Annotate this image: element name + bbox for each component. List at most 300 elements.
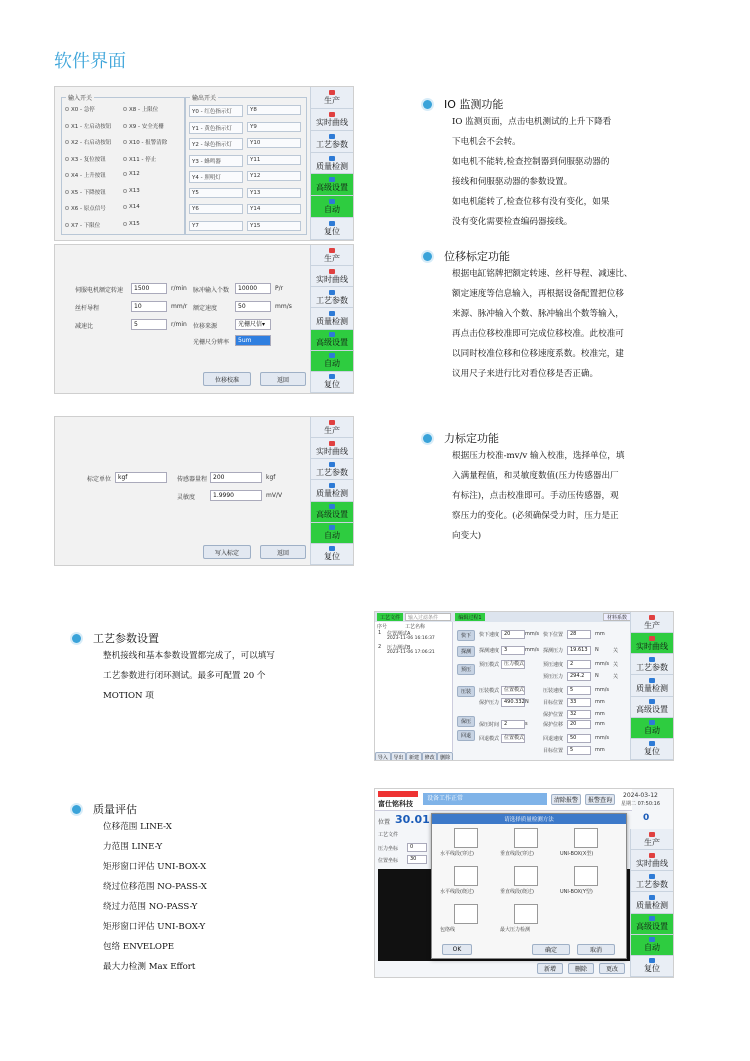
btn-label: 清除报警 bbox=[553, 797, 578, 804]
tab-process-file[interactable] bbox=[377, 613, 403, 621]
status-dot-icon bbox=[65, 107, 69, 111]
param-label: mm/s bbox=[595, 687, 610, 693]
menu-item-icon bbox=[649, 832, 655, 837]
io-switch-label: Y10 bbox=[250, 140, 261, 146]
side-menu bbox=[310, 417, 353, 565]
side-menu-item[interactable] bbox=[311, 502, 353, 523]
io-switch-label: Y11 bbox=[250, 156, 261, 163]
btn-label: 快下 bbox=[460, 633, 471, 639]
side-menu-label: 生产 bbox=[644, 837, 660, 847]
sensitivity-input[interactable]: 1.9990 bbox=[210, 490, 262, 501]
menu-item-icon bbox=[649, 874, 655, 879]
step-button[interactable] bbox=[457, 630, 475, 641]
side-menu-item[interactable] bbox=[311, 330, 353, 351]
param-label: mm bbox=[595, 699, 605, 705]
list-footer-button[interactable] bbox=[391, 752, 407, 761]
toggle-off-label[interactable]: 关 bbox=[613, 648, 619, 654]
method-diagram-icon[interactable] bbox=[454, 904, 478, 924]
text-line: MOTION 项 bbox=[103, 691, 154, 701]
edit-button[interactable] bbox=[599, 963, 625, 974]
menu-item-icon bbox=[329, 199, 335, 204]
param-input[interactable]: 20 bbox=[567, 720, 591, 729]
io-switch-label: Y6 bbox=[192, 206, 199, 212]
param-label: mm bbox=[595, 631, 605, 637]
position-value: 30.01 bbox=[395, 813, 430, 826]
side-menu-label: 生产 bbox=[324, 253, 340, 263]
io-switch bbox=[65, 221, 100, 229]
time-text: 星期二 07:50:16 bbox=[621, 801, 661, 807]
rated-speed-unit: r/min bbox=[171, 285, 187, 292]
param-label: 保压时间 bbox=[479, 722, 500, 728]
param-input[interactable]: 490.332 bbox=[501, 698, 525, 707]
io-switch bbox=[123, 105, 158, 113]
io-switch-label: X13 bbox=[129, 187, 140, 194]
tab-label: 编辑过程1 bbox=[458, 614, 482, 621]
param-label: 回退速度 bbox=[543, 736, 564, 742]
menu-item-icon bbox=[329, 221, 335, 226]
rated-velocity-unit: mm/s bbox=[275, 303, 292, 310]
side-menu-item[interactable] bbox=[311, 417, 353, 438]
io-switch-label: X2 - 右启动按钮 bbox=[71, 140, 112, 146]
side-menu-item[interactable] bbox=[311, 459, 353, 480]
side-menu-label: 实时曲线 bbox=[316, 446, 348, 456]
param-label: 保护压力 bbox=[479, 700, 500, 706]
side-menu-label: 生产 bbox=[324, 95, 340, 105]
menu-item-icon bbox=[649, 958, 655, 963]
side-menu-label: 实时曲线 bbox=[636, 641, 668, 651]
io-switch bbox=[65, 138, 111, 146]
back-button[interactable] bbox=[260, 372, 306, 386]
method-option-label: 包络线 bbox=[440, 927, 456, 933]
text-line: 整机接线和基本参数设置都完成了，可以填写 bbox=[103, 651, 275, 661]
btn-label: 取消 bbox=[589, 947, 602, 954]
side-menu-item[interactable] bbox=[311, 131, 353, 153]
param-input[interactable]: 位置模式 bbox=[501, 686, 525, 695]
delete-button[interactable] bbox=[568, 963, 594, 974]
param-label: mm bbox=[595, 747, 605, 753]
back-button[interactable] bbox=[260, 545, 306, 559]
list-footer-button[interactable] bbox=[375, 752, 391, 761]
param-input[interactable]: 5 bbox=[567, 746, 591, 755]
text-line: 包络 ENVELOPE bbox=[103, 942, 174, 952]
pos-coord-input[interactable]: 30 bbox=[407, 855, 427, 864]
ok-button[interactable] bbox=[442, 944, 472, 955]
io-switch bbox=[123, 221, 140, 227]
confirm-button[interactable] bbox=[532, 944, 570, 955]
io-switch-label: X7 - 下限位 bbox=[71, 222, 101, 229]
param-input[interactable]: 压力模式 bbox=[501, 660, 525, 669]
tab-label: 工艺文件 bbox=[379, 614, 400, 621]
io-switch bbox=[247, 188, 301, 198]
list-item-date: 2023-11-06 16:16:37 bbox=[387, 636, 435, 641]
io-switch-label: Y9 bbox=[250, 123, 257, 130]
io-section-heading bbox=[423, 96, 503, 112]
text-line: 以同时校准位移和位移速度系数。校准完，建 bbox=[452, 349, 624, 359]
reduction-input[interactable]: 5 bbox=[131, 319, 167, 330]
rated-velocity-label: 额定速度 bbox=[193, 305, 218, 312]
write-calib-button[interactable] bbox=[203, 545, 251, 559]
param-label: mm/s bbox=[525, 647, 540, 653]
menu-item-icon bbox=[329, 525, 335, 530]
zero-value: 0 bbox=[643, 813, 650, 823]
btn-label: 导入 bbox=[377, 754, 388, 761]
io-switch-label: X5 - 下降按钮 bbox=[71, 189, 106, 196]
side-menu-item[interactable] bbox=[631, 956, 673, 977]
side-menu-item[interactable] bbox=[631, 829, 673, 850]
side-menu-label: 质量检测 bbox=[316, 488, 348, 498]
param-input[interactable]: 2 bbox=[567, 660, 591, 669]
side-menu-item[interactable] bbox=[311, 153, 353, 175]
side-menu-item[interactable] bbox=[631, 675, 673, 696]
step-button[interactable] bbox=[457, 730, 475, 741]
menu-item-icon bbox=[329, 374, 335, 379]
side-menu-item[interactable] bbox=[631, 633, 673, 654]
process-params-screenshot bbox=[374, 611, 674, 761]
step-button[interactable] bbox=[457, 686, 475, 697]
side-menu-label: 高级设置 bbox=[636, 705, 668, 715]
method-option-label: 最大压力检测 bbox=[500, 927, 531, 933]
text-line: 接线和伺服驱动器的参数设置。 bbox=[452, 177, 573, 187]
text-line: 绕过位移范围 NO-PASS-X bbox=[103, 882, 207, 892]
list-footer-button[interactable] bbox=[406, 752, 422, 761]
rated-velocity-input[interactable]: 50 bbox=[235, 301, 271, 312]
side-menu-item[interactable] bbox=[311, 245, 353, 266]
side-menu-item[interactable] bbox=[311, 372, 353, 393]
io-switch-label: X8 - 上限位 bbox=[129, 107, 159, 113]
step-button[interactable] bbox=[457, 664, 475, 675]
btn-label: 导出 bbox=[393, 754, 404, 761]
grating-res-select[interactable]: 5um bbox=[235, 335, 271, 346]
side-menu-item[interactable] bbox=[311, 308, 353, 329]
side-menu-item[interactable] bbox=[311, 480, 353, 501]
add-button[interactable] bbox=[537, 963, 563, 974]
io-switch bbox=[189, 204, 243, 214]
io-switch bbox=[65, 122, 111, 130]
btn-label: 新建 bbox=[408, 754, 419, 761]
side-menu-item[interactable] bbox=[311, 218, 353, 240]
menu-item-icon bbox=[329, 504, 335, 509]
sensor-range-label: 传感器量程 bbox=[177, 476, 208, 483]
side-menu-item[interactable] bbox=[311, 523, 353, 544]
method-diagram-icon[interactable] bbox=[514, 904, 538, 924]
list-item-name[interactable]: 压力测试B bbox=[387, 645, 411, 651]
param-input[interactable]: 2 bbox=[501, 720, 525, 729]
menu-item-icon bbox=[649, 916, 655, 921]
param-label: 保护位移 bbox=[543, 722, 564, 728]
reduction-label: 减速比 bbox=[75, 323, 94, 330]
io-switch-label: X15 bbox=[129, 220, 140, 227]
method-diagram-icon[interactable] bbox=[514, 828, 538, 848]
reduction-unit: r/min bbox=[171, 321, 187, 328]
disp-section-text bbox=[452, 264, 632, 384]
io-switch-label: Y13 bbox=[250, 189, 261, 196]
step-button[interactable] bbox=[457, 716, 475, 727]
status-dot-icon bbox=[65, 206, 69, 210]
param-label: N bbox=[525, 699, 529, 705]
status-dot-icon bbox=[123, 222, 127, 226]
menu-item-icon bbox=[329, 112, 335, 117]
io-switch-label: Y3 - 蜂鸣器 bbox=[192, 158, 221, 165]
method-diagram-icon[interactable] bbox=[574, 866, 598, 886]
text-line: 没有变化需要检查编码器接线。 bbox=[452, 217, 573, 227]
disp-source-label: 位移来源 bbox=[193, 323, 218, 330]
io-switch-label: X4 - 上升按钮 bbox=[71, 173, 106, 179]
io-switch bbox=[65, 188, 106, 196]
status-dot-icon bbox=[123, 157, 127, 161]
side-menu-label: 质量检测 bbox=[316, 161, 348, 171]
side-menu-item[interactable] bbox=[631, 871, 673, 892]
param-input[interactable]: 33 bbox=[567, 698, 591, 707]
side-menu-item[interactable] bbox=[311, 196, 353, 218]
param-input[interactable]: 5 bbox=[567, 686, 591, 695]
qual-section-text bbox=[103, 817, 207, 977]
proc-section-title: 工艺参数设置 bbox=[93, 632, 159, 645]
text-line: 察压力的变化。(必须确保受力时，压力是正 bbox=[452, 511, 619, 521]
side-menu-item[interactable] bbox=[631, 697, 673, 718]
method-diagram-icon[interactable] bbox=[454, 866, 478, 886]
status-dot-icon bbox=[123, 107, 127, 111]
param-input[interactable]: 32 bbox=[567, 710, 591, 719]
calib-unit-select[interactable]: kgf bbox=[115, 472, 167, 483]
btn-label: 探测 bbox=[460, 649, 471, 655]
side-menu-label: 自动 bbox=[324, 205, 340, 215]
io-switch-label: X6 - 原点信号 bbox=[71, 206, 106, 212]
text-line: 额定速度等信息输入，再根据设备配置把位移 bbox=[452, 289, 624, 299]
io-switch bbox=[247, 138, 301, 148]
side-menu bbox=[630, 829, 673, 977]
text-line: 再点击位移校准即可完成位移校准。此校准可 bbox=[452, 329, 624, 339]
toggle-off-label[interactable]: 关 bbox=[613, 674, 619, 680]
text-line: 如电机不能转,检查控制器到伺服驱动器的 bbox=[452, 157, 610, 167]
io-switch bbox=[65, 105, 95, 113]
material-coef-button[interactable] bbox=[603, 613, 631, 621]
param-input[interactable]: 20 bbox=[501, 630, 525, 639]
calib-button-label: 位移校准 bbox=[214, 376, 239, 384]
side-menu-label: 工艺参数 bbox=[316, 295, 348, 305]
param-label: 目标位置 bbox=[543, 748, 564, 754]
menu-item-icon bbox=[329, 353, 335, 358]
method-option-label: 水平线段(穿过) bbox=[440, 851, 474, 857]
side-menu-item[interactable] bbox=[311, 109, 353, 131]
side-menu-item[interactable] bbox=[631, 892, 673, 913]
io-switch-label: X10 - 报警清除 bbox=[129, 140, 168, 146]
param-input[interactable]: 19.613 bbox=[567, 646, 591, 655]
side-menu-item[interactable] bbox=[311, 438, 353, 459]
side-menu-item[interactable] bbox=[631, 718, 673, 739]
proc-section-text bbox=[103, 646, 275, 706]
page-title: 软件界面 bbox=[54, 51, 126, 72]
dialog-title: 请选择质量检测方法 bbox=[432, 814, 626, 824]
io-switch-label: Y1 - 黄色指示灯 bbox=[192, 125, 232, 132]
side-menu-item[interactable] bbox=[631, 654, 673, 675]
menu-item-icon bbox=[329, 90, 335, 95]
io-switch bbox=[123, 138, 167, 146]
force-section-heading bbox=[423, 430, 499, 446]
io-switch-label: Y5 bbox=[192, 189, 199, 196]
side-menu-label: 生产 bbox=[324, 425, 340, 435]
proc-section-heading bbox=[72, 630, 159, 646]
side-menu-label: 工艺参数 bbox=[636, 662, 668, 672]
list-item-name[interactable]: 位置测试A bbox=[387, 631, 411, 637]
param-input[interactable]: 50 bbox=[567, 734, 591, 743]
text-line: 工艺参数进行闭环测试。最多可配置 20 个 bbox=[103, 671, 266, 681]
force-section-text bbox=[452, 446, 624, 546]
side-menu-label: 质量检测 bbox=[636, 900, 668, 910]
step-button[interactable] bbox=[457, 646, 475, 657]
btn-label: 新增 bbox=[543, 966, 556, 973]
sensitivity-unit: mV/V bbox=[266, 492, 283, 499]
back-button-label: 返回 bbox=[276, 376, 289, 384]
alarm-query-button[interactable] bbox=[585, 794, 615, 805]
io-monitor-screenshot bbox=[54, 86, 354, 241]
list-footer-button[interactable] bbox=[437, 752, 453, 761]
rated-speed-input[interactable]: 1500 bbox=[131, 283, 167, 294]
write-calib-label: 写入标定 bbox=[214, 549, 239, 557]
io-switch-label: Y4 - 照明灯 bbox=[192, 175, 221, 181]
menu-item-icon bbox=[649, 895, 655, 900]
list-footer-button[interactable] bbox=[422, 752, 438, 761]
method-diagram-icon[interactable] bbox=[454, 828, 478, 848]
io-section-title: IO 监测功能 bbox=[444, 98, 504, 111]
io-switch bbox=[123, 188, 140, 194]
menu-item-icon bbox=[329, 483, 335, 488]
status-dot-icon bbox=[123, 140, 127, 144]
side-menu-item[interactable] bbox=[311, 287, 353, 308]
io-switch bbox=[189, 138, 243, 150]
side-menu-item[interactable] bbox=[311, 174, 353, 196]
clear-alarm-button[interactable] bbox=[551, 794, 581, 805]
screw-lead-input[interactable]: 10 bbox=[131, 301, 167, 312]
io-switch-label: X9 - 安全光栅 bbox=[129, 123, 164, 130]
menu-item-icon bbox=[649, 699, 655, 704]
displacement-calib-button[interactable] bbox=[203, 372, 251, 386]
menu-item-icon bbox=[329, 290, 335, 295]
status-dot-icon bbox=[65, 173, 69, 177]
method-diagram-icon[interactable] bbox=[514, 866, 538, 886]
menu-item-icon bbox=[329, 156, 335, 161]
menu-item-icon bbox=[329, 441, 335, 446]
status-dot-icon bbox=[65, 190, 69, 194]
io-switch-label: X11 - 停止 bbox=[129, 156, 157, 163]
side-menu-item[interactable] bbox=[631, 612, 673, 633]
io-switch-label: X1 - 左启动按钮 bbox=[71, 123, 112, 130]
param-input[interactable]: 294.2 bbox=[567, 672, 591, 681]
param-input[interactable]: 3 bbox=[501, 646, 525, 655]
side-menu-item[interactable] bbox=[311, 87, 353, 109]
io-switch-label: X14 bbox=[129, 204, 140, 210]
side-menu-label: 复位 bbox=[324, 227, 340, 237]
text-line: 向变大) bbox=[452, 531, 482, 541]
menu-item-icon bbox=[329, 134, 335, 139]
force-coord-input[interactable]: 0 bbox=[407, 843, 427, 852]
menu-item-icon bbox=[649, 937, 655, 942]
side-menu-label: 自动 bbox=[644, 726, 660, 736]
filter-input[interactable]: 输入过滤条件 bbox=[405, 613, 451, 621]
io-switch bbox=[123, 122, 164, 130]
screw-lead-unit: mm/r bbox=[171, 303, 188, 310]
bullet-dot-icon bbox=[72, 634, 81, 643]
param-input[interactable]: 位置模式 bbox=[501, 734, 525, 743]
side-menu-label: 复位 bbox=[324, 380, 340, 390]
input-switch-group bbox=[61, 97, 185, 235]
menu-item-icon bbox=[329, 420, 335, 425]
menu-item-icon bbox=[329, 332, 335, 337]
method-diagram-icon[interactable] bbox=[574, 828, 598, 848]
io-switch-label: X3 - 复位按钮 bbox=[71, 156, 106, 163]
side-menu-label: 自动 bbox=[324, 531, 340, 541]
text-line: 入满量程值，和灵敏度数值(压力传感器出厂 bbox=[452, 471, 619, 481]
input-legend: 输入开关 bbox=[68, 95, 93, 102]
side-menu-item[interactable] bbox=[311, 351, 353, 372]
io-switch bbox=[247, 155, 301, 165]
io-switch-label: Y7 bbox=[192, 222, 199, 229]
io-switch bbox=[123, 155, 156, 163]
text-line: IO 监测页面，点击电机测试的上升下降看 bbox=[452, 117, 612, 127]
param-label: 压装速度 bbox=[543, 688, 564, 694]
calib-unit-label: 标定单位 bbox=[87, 476, 112, 483]
param-label: mm/s bbox=[525, 631, 540, 637]
quality-screenshot bbox=[374, 788, 674, 978]
io-switch-label: Y2 - 绿色指示灯 bbox=[192, 142, 232, 148]
io-switch bbox=[189, 155, 243, 167]
param-input[interactable]: 28 bbox=[567, 630, 591, 639]
io-switch bbox=[189, 171, 243, 183]
tab-edit-process[interactable] bbox=[455, 613, 485, 621]
menu-item-icon bbox=[329, 546, 335, 551]
bullet-dot-icon bbox=[423, 252, 432, 261]
io-switch bbox=[65, 204, 106, 212]
side-menu-item[interactable] bbox=[631, 850, 673, 871]
menu-item-icon bbox=[649, 657, 655, 662]
side-menu-item[interactable] bbox=[311, 266, 353, 287]
cancel-button[interactable] bbox=[577, 944, 615, 955]
menu-item-icon bbox=[649, 853, 655, 858]
param-label: 探测压力 bbox=[543, 648, 564, 654]
io-switch bbox=[189, 188, 243, 198]
side-menu bbox=[310, 245, 353, 393]
side-menu-label: 高级设置 bbox=[316, 338, 348, 348]
menu-item-icon bbox=[649, 678, 655, 683]
status-dot-icon bbox=[123, 189, 127, 193]
sensor-range-input[interactable]: 200 bbox=[210, 472, 262, 483]
side-menu-item[interactable] bbox=[631, 935, 673, 956]
side-menu-item[interactable] bbox=[631, 739, 673, 760]
toggle-off-label[interactable]: 关 bbox=[613, 662, 619, 668]
io-switch-label: X12 bbox=[129, 171, 140, 177]
status-bar: 设备工作正常 bbox=[423, 793, 547, 805]
bullet-dot-icon bbox=[423, 100, 432, 109]
text-line: 有标注)，点击校准即可。手动压传感器，观 bbox=[452, 491, 619, 501]
side-menu-item[interactable] bbox=[311, 544, 353, 565]
btn-label: 更改 bbox=[605, 966, 618, 973]
io-switch-label: Y8 bbox=[250, 107, 257, 113]
io-switch-label: Y0 - 红色指示灯 bbox=[192, 109, 232, 115]
io-switch-label: Y15 bbox=[250, 222, 261, 229]
brand-name: 富仕铭科技 bbox=[378, 800, 413, 808]
list-item-date: 2023-11-06 17:06:21 bbox=[387, 650, 435, 655]
side-menu-label: 实时曲线 bbox=[316, 117, 348, 127]
menu-item-icon bbox=[329, 462, 335, 467]
pulse-count-input[interactable]: 10000 bbox=[235, 283, 271, 294]
param-label: 预压模式 bbox=[479, 662, 500, 668]
method-option-label: UNI-BOX(Y型) bbox=[560, 889, 593, 895]
param-label: mm bbox=[595, 711, 605, 717]
btn-label: 预压 bbox=[460, 667, 471, 673]
disp-source-select[interactable]: 光栅尺信▾ bbox=[235, 319, 271, 330]
side-menu-item[interactable] bbox=[631, 914, 673, 935]
side-menu-label: 实时曲线 bbox=[316, 274, 348, 284]
param-label: 预压速度 bbox=[543, 662, 564, 668]
